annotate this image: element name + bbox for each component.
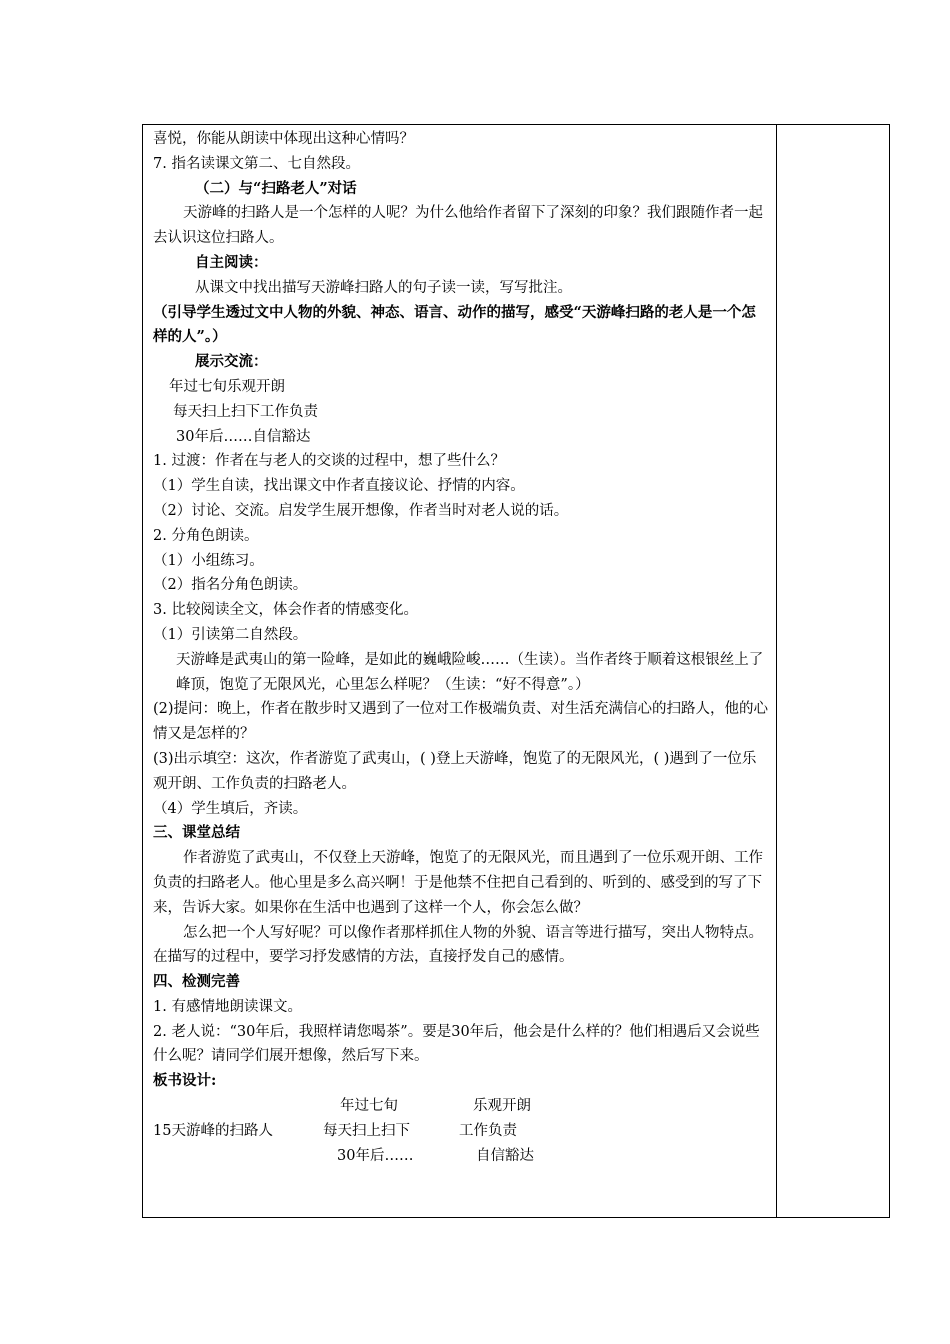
subheading: 展示交流：: [195, 353, 268, 371]
text-line: （4）学生填后，齐读。: [153, 800, 308, 817]
paragraph: 2. 老人说：“30年后，我照样请您喝茶”。要是30年后，他会是什么样的？他们相遇后又会说些什么呢？请同学们展开想像，然后写下来。: [153, 1023, 760, 1065]
subheading: 自主阅读：: [195, 253, 268, 271]
board-row3-left: 30年后……: [337, 1148, 414, 1165]
paragraph: 天游峰的扫路人是一个怎样的人呢？为什么他给作者留下了深刻的印象？我们跟随作者一起去认识这位扫路人。: [153, 205, 763, 247]
section-heading: 三、课堂总结: [153, 824, 240, 842]
board-row1-right: 乐观开朗: [473, 1098, 531, 1115]
section-heading: （二）与“扫路老人”对话: [195, 179, 357, 197]
text-line: （2）讨论、交流。启发学生展开想像，作者当时对老人说的话。: [153, 502, 569, 519]
text-line: （1）引读第二自然段。: [153, 626, 308, 643]
text-line: （1）学生自读，找出课文中作者直接议论、抒情的内容。: [153, 478, 525, 495]
paragraph: 天游峰是武夷山的第一险峰，是如此的巍峨险峻……（生读）。当作者终于顺着这根银丝上了峰顶，饱览了无限风光，心里怎么样呢？（生读：“好不得意”。）: [176, 651, 764, 693]
text-line: 1. 有感情地朗读课文。: [153, 998, 302, 1015]
text-line: （1）小组练习。: [153, 552, 264, 569]
text-line: 3. 比较阅读全文，体会作者的情感变化。: [153, 602, 418, 619]
board-row2-left: 每天扫上扫下: [323, 1123, 410, 1140]
table-column-divider: [776, 124, 777, 1218]
text-line: （2）指名分角色朗读。: [153, 577, 308, 594]
section-heading: 板书设计:: [153, 1072, 217, 1090]
paragraph: (3)出示填空：这次，作者游览了武夷山，( )登上天游峰，饱览了的无限风光，( )遇到了一位乐观开朗、工作负责的扫路老人。: [153, 750, 757, 792]
lesson-content: [153, 127, 769, 1168]
paragraph: 从课文中找出描写天游峰扫路人的句子读一读，写写批注。: [195, 279, 572, 296]
text-line: 2. 分角色朗读。: [153, 527, 259, 544]
paragraph: 作者游览了武夷山，不仅登上天游峰，饱览了的无限风光，而且遇到了一位乐观开朗、工作负责的扫路老人。他心里是多么高兴啊！于是他禁不住把自己看到的、听到的、感受到的写了下来，告诉大家。如果你在生活中也遇到了这样一个人，你会怎么做？: [153, 850, 763, 916]
text-line: 30年后……自信豁达: [176, 428, 311, 445]
text-line: 喜悦，你能从朗读中体现出这种心情吗？: [153, 131, 414, 147]
board-row1-left: 年过七旬: [340, 1098, 398, 1115]
board-title: 15天游峰的扫路人: [153, 1123, 273, 1140]
board-row3-right: 自信豁达: [476, 1148, 534, 1165]
text-line: 年过七旬乐观开朗: [169, 378, 285, 395]
paragraph: (2)提问：晚上，作者在散步时又遇到了一位对工作极端负责、对生活充满信心的扫路人，他的心情又是怎样的？: [153, 701, 769, 743]
text-line: 每天扫上扫下工作负责: [173, 403, 318, 420]
paragraph: 怎么把一个人写好呢？可以像作者那样抓住人物的外貌、语言等进行描写，突出人物特点。在描写的过程中，要学习抒发感情的方法，直接抒发自己的感情。: [153, 924, 763, 966]
blackboard-design: [153, 1094, 769, 1168]
guidance-note: （引导学生透过文中人物的外貌、神态、语言、动作的描写，感受“天游峰扫路的老人是一个怎样的人”。）: [153, 303, 756, 346]
section-heading: 四、检测完善: [153, 973, 240, 991]
text-line: 1. 过渡：作者在与老人的交谈的过程中，想了些什么？: [153, 453, 505, 470]
board-row2-right: 工作负责: [459, 1123, 517, 1140]
text-line: 7. 指名读课文第二、七自然段。: [153, 155, 360, 172]
